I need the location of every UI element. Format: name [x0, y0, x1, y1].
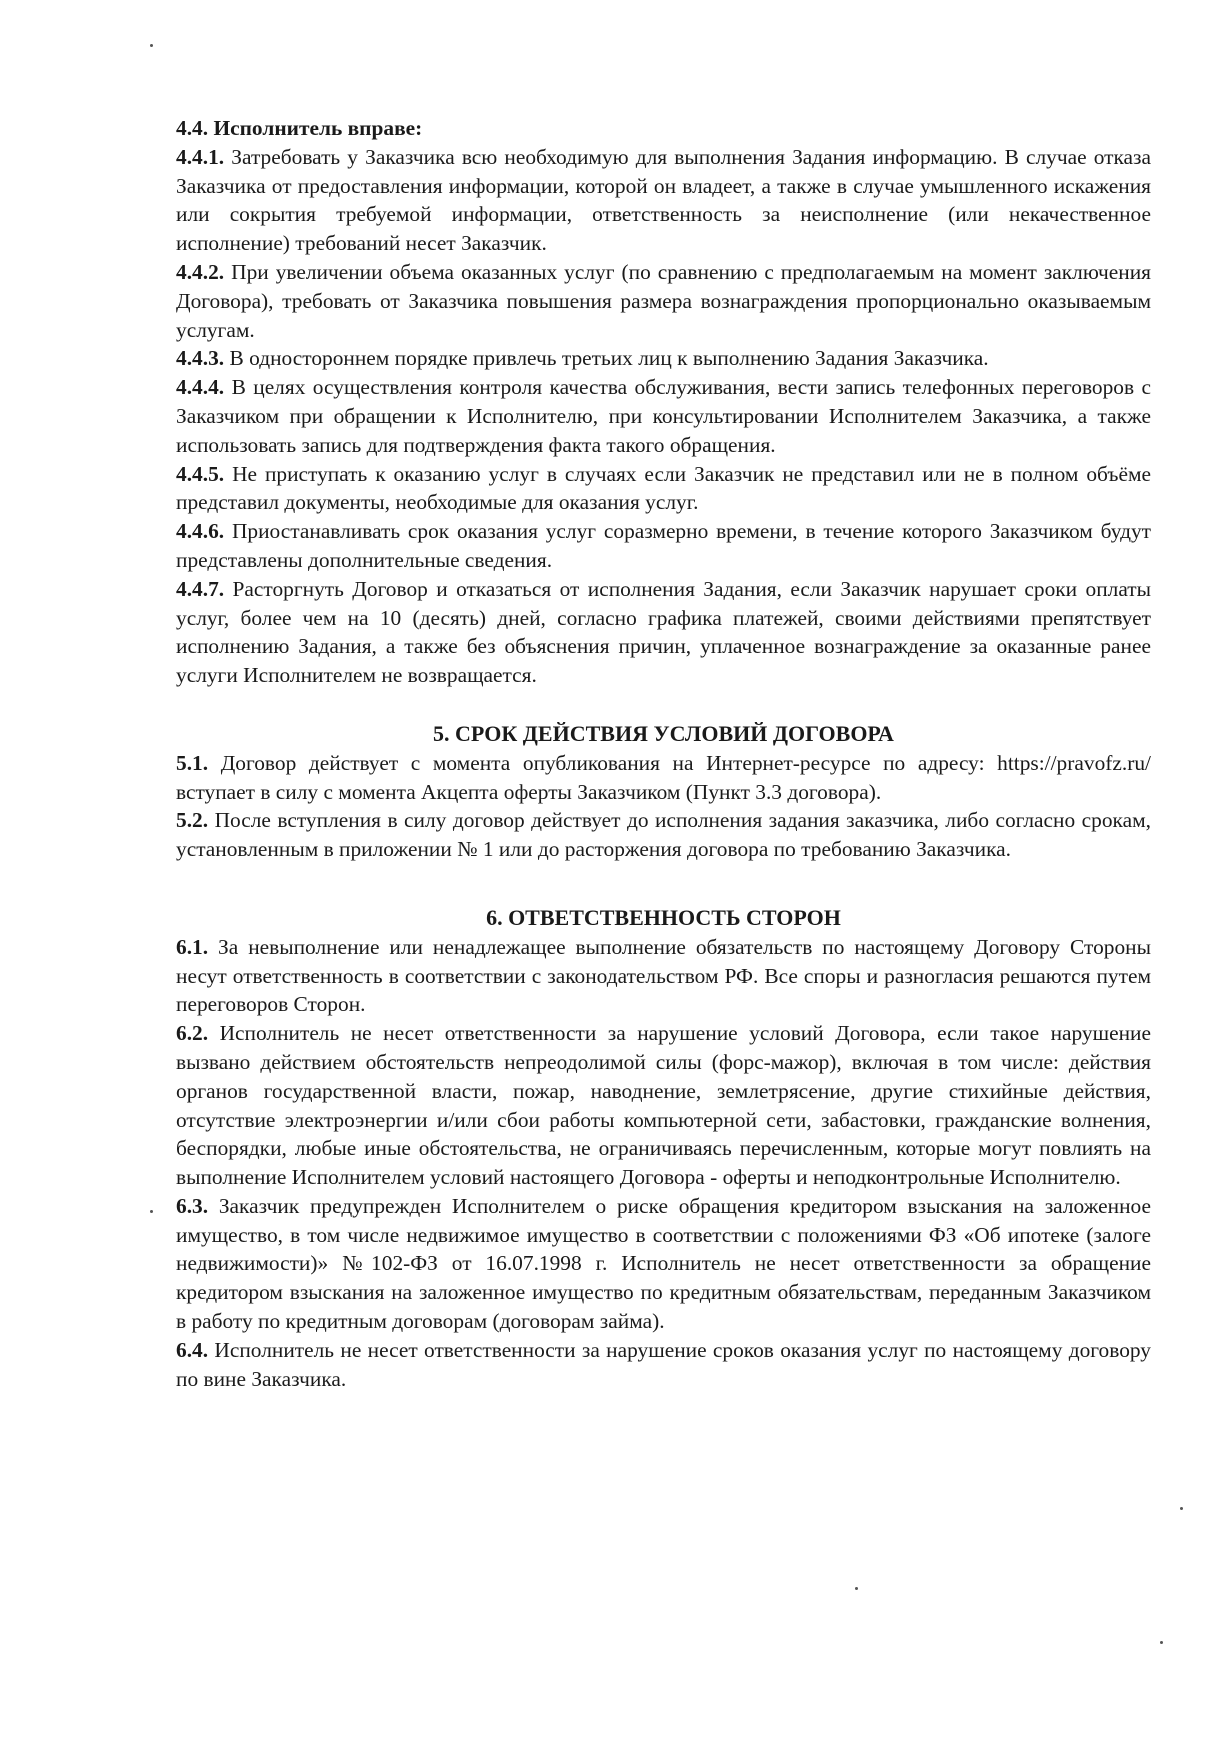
clause-text: Исполнитель не несет ответственности за нарушение условий Договора, если такое нарушение вызвано действием обстоятельств непреодолимой силы (форс-мажор), включая в том числе: действия органов государственной власти, пожар, наводнение, землетрясение, другие стихийные действия, отсутствие электроэнергии и/или сбои работы компьютерной сети, забастовки, гражданские волнения, беспорядки, любые иные обстоятельства, не ограничиваясь перечисленным, которые могут повлиять на выполнение Исполнителем условий настоящего Договора - оферты и неподконтрольные Исполнителю. — [176, 1021, 1151, 1190]
clause-6-3 — [176, 1192, 1151, 1336]
clause-number: 5.2. — [176, 808, 209, 833]
scan-speck — [1180, 1507, 1183, 1510]
spacer — [176, 864, 1151, 904]
clause-number: 4.4.2. — [176, 259, 225, 284]
subsection-number: 4.4. — [176, 116, 209, 140]
clause-number: 4.4.1. — [176, 144, 225, 169]
clause-text: Исполнитель не несет ответственности за нарушение сроков оказания услуг по настоящему договору по вине Заказчика. — [176, 1337, 1151, 1391]
clause-text: В целях осуществления контроля качества обслуживания, вести запись телефонных переговоров с Заказчиком при обращении к Исполнителю, при консультировании Исполнителем Заказчика, а также использовать запись для подтверждения факта такого обращения. — [176, 375, 1151, 457]
clause-text: В одностороннем порядке привлечь третьих лиц к выполнению Задания Заказчика. — [229, 346, 989, 371]
clause-4-4-5 — [176, 460, 1151, 518]
document-page — [176, 114, 1151, 1393]
clause-6-2 — [176, 1019, 1151, 1192]
clause-text: Не приступать к оказанию услуг в случаях если Заказчик не представил или не в полном объёме представил документы, необходимые для оказания услуг. — [176, 461, 1151, 515]
clause-4-4-6 — [176, 517, 1151, 575]
clause-6-4 — [176, 1336, 1151, 1394]
clause-number: 6.3. — [176, 1193, 209, 1218]
clause-text: Заказчик предупрежден Исполнителем о риске обращения кредитором взыскания на заложенное имущество, в том числе недвижимое имущество в соответствии с положениями ФЗ «Об ипотеке (залоге недвижимости)» №102-ФЗ от 16.07.1998 г. Исполнитель не несет ответственности за обращение кредитором взыскания на заложенное имущество по кредитным обязательствам, переданным Заказчиком в работу по кредитным договорам (договорам займа). — [176, 1193, 1151, 1334]
clause-number: 4.4.5. — [176, 461, 225, 486]
clause-number: 4.4.4. — [176, 375, 225, 400]
clause-number: 6.2. — [176, 1021, 209, 1046]
section-5-title: 5. СРОК ДЕЙСТВИЯ УСЛОВИЙ ДОГОВОРА — [433, 720, 894, 746]
clause-text: При увеличении объема оказанных услуг (по сравнению с предполагаемым на момент заключения Договора), требовать от Заказчика повышения размера вознаграждения пропорционально оказываемым услугам. — [176, 259, 1151, 342]
clause-text: После вступления в силу договор действует до исполнения задания заказчика, либо согласно срокам, установленным в приложении № 1 или до расторжения договора по требованию Заказчика. — [176, 808, 1151, 862]
clause-4-4-1 — [176, 143, 1151, 258]
clause-4-4-3 — [176, 344, 1151, 373]
clause-text: Расторгнуть Договор и отказаться от исполнения Задания, если Заказчик нарушает сроки оплаты услуг, более чем на 10 (десять) дней, согласно графика платежей, своими действиями препятствует исполнению Задания, а также без объяснения причин, уплаченное вознаграждение за оказанные ранее услуги Исполнителем не возвращается. — [176, 576, 1151, 688]
clause-number: 6.4. — [176, 1337, 209, 1362]
clause-number: 5.1. — [176, 750, 209, 775]
clause-number: 4.4.7. — [176, 576, 225, 601]
scan-speck — [1160, 1641, 1163, 1644]
clause-number: 4.4.6. — [176, 519, 225, 544]
clause-4-4-2 — [176, 258, 1151, 344]
clause-number: 6.1. — [176, 934, 209, 959]
section-6-title: 6. ОТВЕТСТВЕННОСТЬ СТОРОН — [486, 904, 841, 930]
scan-speck — [855, 1587, 858, 1590]
scan-speck — [150, 44, 153, 47]
subsection-heading-4-4 — [176, 114, 1151, 143]
clause-5-2 — [176, 806, 1151, 864]
clause-4-4-7 — [176, 575, 1151, 690]
clause-text: За невыполнение или ненадлежащее выполнение обязательств по настоящему Договору Стороны несут ответственность в соответствии с законодательством РФ. Все споры и разногласия решаются путем переговоров Сторон. — [176, 934, 1151, 1017]
clause-5-1 — [176, 749, 1151, 807]
clause-text: Затребовать у Заказчика всю необходимую для выполнения Задания информацию. В случае отказа Заказчика от предоставления информации, которой он владеет, а также в случае умышленного искажения или сокрытия требуемой информации, ответственность за неисполнение (или некачественное исполнение) требований несет Заказчик. — [176, 144, 1151, 256]
subsection-title: Исполнитель вправе: — [213, 116, 423, 140]
clause-number: 4.4.3. — [176, 346, 225, 371]
clause-text: Приостанавливать срок оказания услуг соразмерно времени, в течение которого Заказчиком будут представлены дополнительные сведения. — [176, 519, 1151, 572]
clause-text: Договор действует с момента опубликования на Интернет-ресурсе по адресу: https://pravofz.ru/ вступает в силу с момента Акцепта оферты Заказчиком (Пункт 3.3 договора). — [176, 750, 1151, 804]
scan-speck — [150, 1210, 153, 1213]
clause-6-1 — [176, 933, 1151, 1019]
spacer — [176, 690, 1151, 720]
clause-4-4-4 — [176, 373, 1151, 459]
